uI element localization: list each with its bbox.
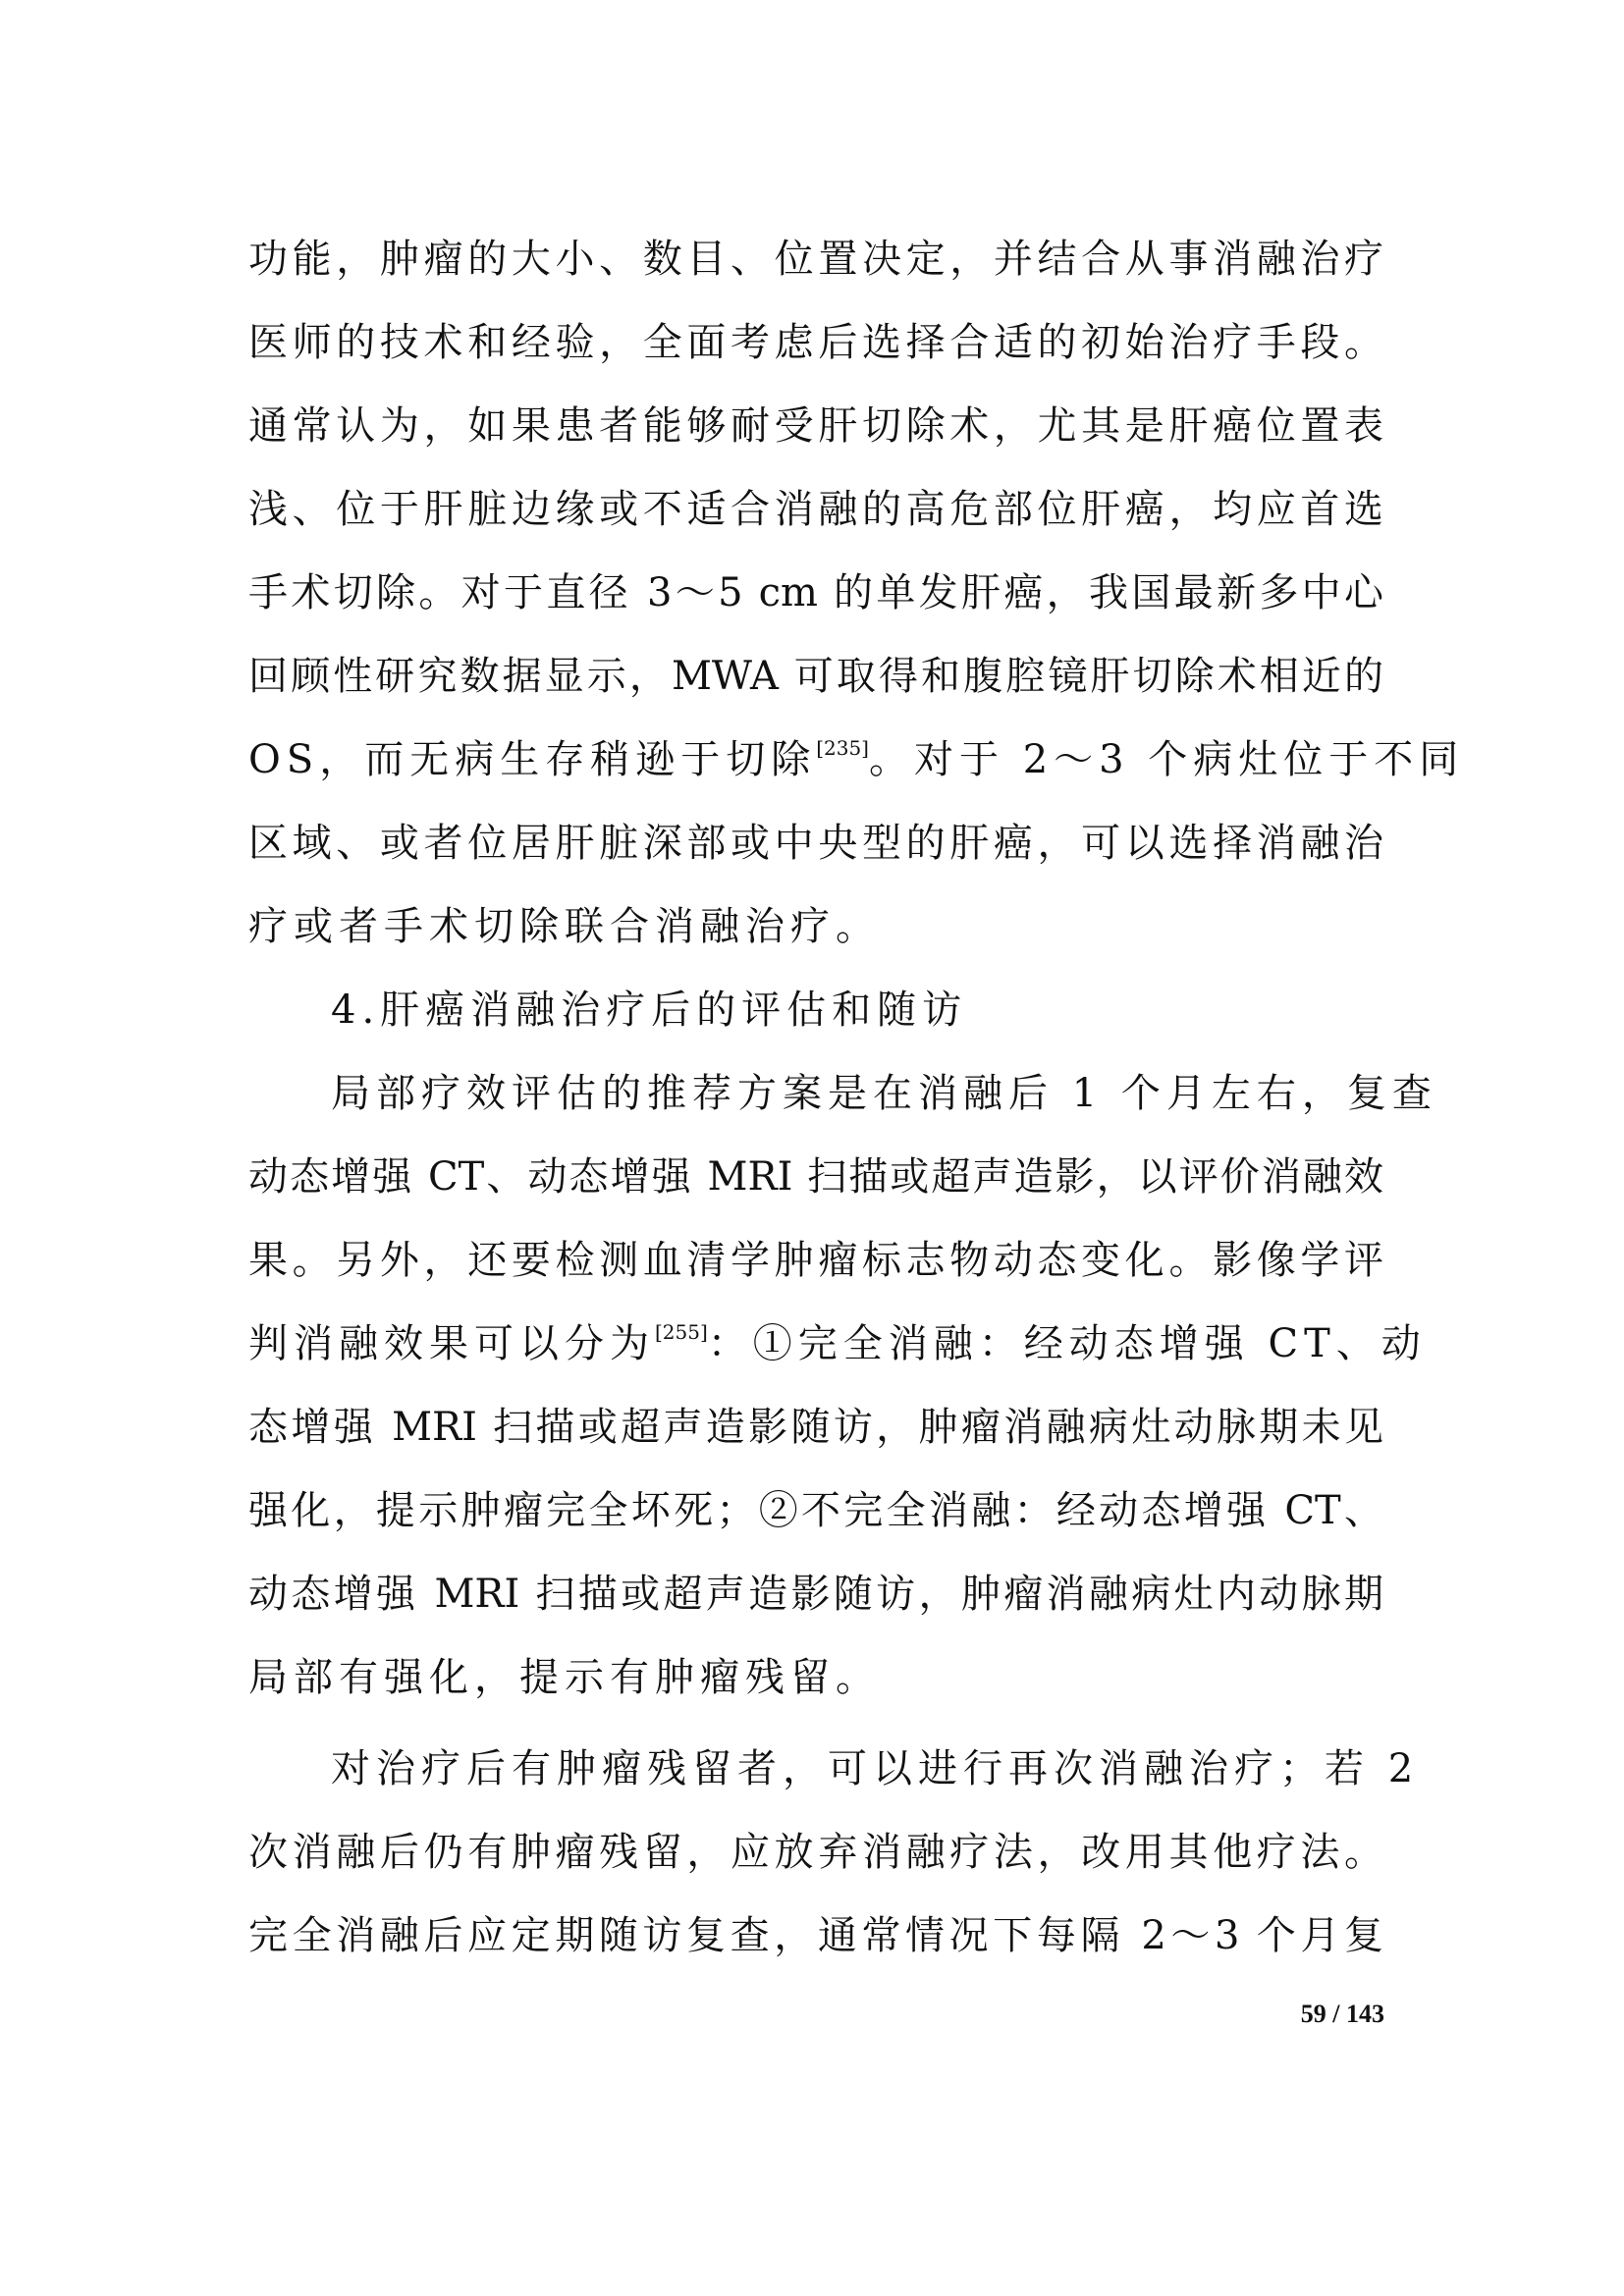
text-line: 功能，肿瘤的大小、数目、位置决定，并结合从事消融治疗 [248, 237, 1383, 282]
text-line: 医师的技术和经验，全面考虑后选择合适的初始治疗手段。 [248, 320, 1383, 365]
text-line: 手术切除。对于直径 3～5 cm 的单发肝癌，我国最新多中心 [248, 570, 1383, 615]
text-line [248, 719, 1465, 802]
text-segment: 判消融效果可以分为 [248, 1321, 655, 1366]
text-line: 强化，提示肿瘤完全坏死；②不完全消融：经动态增强 CT、 [248, 1488, 1383, 1533]
citation-ref: [235] [816, 736, 869, 760]
text-line: 浅、位于肝脏边缘或不适合消融的高危部位肝癌，均应首选 [248, 487, 1383, 532]
text-line: 态增强 MRI 扫描或超声造影随访，肿瘤消融病灶动脉期未见 [248, 1405, 1383, 1450]
text-line [248, 1303, 1427, 1386]
text-line: 对治疗后有肿瘤残留者，可以进行再次消融治疗；若 2 [331, 1746, 1420, 1791]
text-line: 动态增强 CT、动态增强 MRI 扫描或超声造影，以评价消融效 [248, 1154, 1383, 1200]
text-segment: ：①完全消融：经动态增强 CT、动 [707, 1321, 1427, 1366]
text-line: 通常认为，如果患者能够耐受肝切除术，尤其是肝癌位置表 [248, 403, 1383, 449]
page-number: 59 / 143 [1300, 2000, 1384, 2028]
text-line: 回顾性研究数据显示，MWA 可取得和腹腔镜肝切除术相近的 [248, 654, 1383, 699]
text-line: 疗或者手术切除联合消融治疗。 [248, 904, 881, 949]
text-line: 果。另外，还要检测血清学肿瘤标志物动态变化。影像学评 [248, 1238, 1383, 1283]
body-text [248, 218, 1465, 1978]
citation-ref: [255] [655, 1320, 708, 1344]
section-heading: 4.肝癌消融治疗后的评估和随访 [331, 988, 968, 1033]
text-line: 次消融后仍有肿瘤残留，应放弃消融疗法，改用其他疗法。 [248, 1830, 1383, 1875]
text-segment: OS，而无病生存稍逊于切除 [248, 737, 817, 782]
text-segment: 。对于 2～3 个病灶位于不同 [868, 737, 1465, 782]
text-line: 局部疗效评估的推荐方案是在消融后 1 个月左右，复查 [331, 1071, 1437, 1116]
text-line: 动态增强 MRI 扫描或超声造影随访，肿瘤消融病灶内动脉期 [248, 1572, 1383, 1617]
text-line: 局部有强化，提示有肿瘤残留。 [248, 1655, 881, 1700]
text-line: 完全消融后应定期随访复查，通常情况下每隔 2～3 个月复 [248, 1913, 1383, 1958]
text-line: 区域、或者位居肝脏深部或中央型的肝癌，可以选择消融治 [248, 821, 1383, 866]
